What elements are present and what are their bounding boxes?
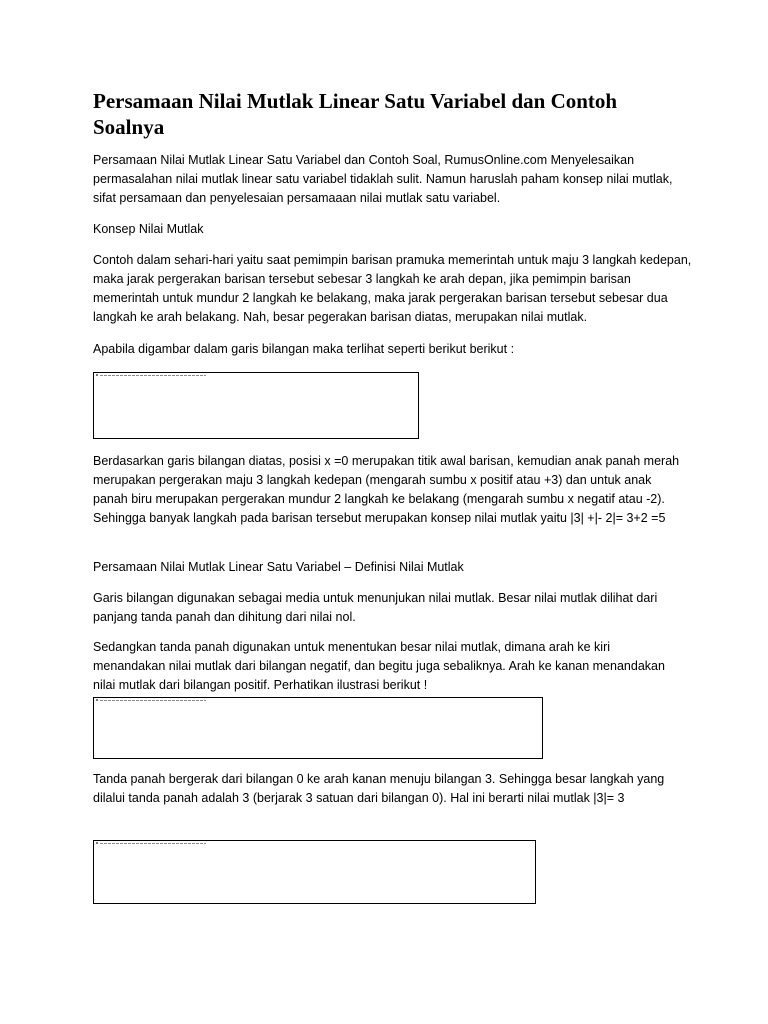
number-line-image-1 bbox=[93, 372, 419, 439]
section-heading-definisi: Persamaan Nilai Mutlak Linear Satu Variabel – Definisi Nilai Mutlak bbox=[93, 560, 464, 574]
broken-image-icon bbox=[96, 842, 98, 844]
tanda-panah-paragraph: Tanda panah bergerak dari bilangan 0 ke arah kanan menuju bilangan 3. Sehingga besar langkah yang dilalui tanda panah adalah 3 (berjarak 3 satuan dari bilangan 0). Hal ini berarti nilai mutlak |3|= 3 bbox=[93, 772, 665, 805]
page-title: Persamaan Nilai Mutlak Linear Satu Variabel dan Contoh Soalnya bbox=[93, 89, 618, 139]
intro-paragraph: Persamaan Nilai Mutlak Linear Satu Variabel dan Contoh Soal, RumusOnline.com Menyelesaikan permasalahan nilai mutlak linear satu variabel tidaklah sulit. Namun haruslah paham konsep nilai mutlak, sifat persamaan dan penyelesaian persamaaan nilai mutlak satu variabel. bbox=[93, 153, 673, 205]
sedangkan-paragraph: Sedangkan tanda panah digunakan untuk menentukan besar nilai mutlak, dimana arah ke kiri menandakan nilai mutlak dari bilangan negatif, dan begitu juga sebaliknya. Arah ke kanan menandakan nilai mutlak dari bilangan positif. Perhatikan ilustrasi berikut ! bbox=[93, 640, 665, 692]
contoh-paragraph: Contoh dalam sehari-hari yaitu saat pemimpin barisan pramuka memerintah untuk maju 3 langkah kedepan, maka jarak pergerakan barisan tersebut sebesar 3 langkah ke arah depan, jika pemimpin barisan memerintah untuk mundur 2 langkah ke belakang, maka jarak pergerakan barisan tersebut sebesar dua langkah ke arah belakang. Nah, besar pegerakan barisan diatas, merupakan nilai mutlak. bbox=[93, 253, 692, 324]
number-line-image-2 bbox=[93, 697, 543, 759]
section-heading-konsep: Konsep Nilai Mutlak bbox=[93, 222, 204, 236]
broken-image-caption bbox=[100, 700, 206, 701]
number-line-image-3 bbox=[93, 840, 536, 904]
broken-image-placeholder bbox=[96, 842, 206, 844]
broken-image-icon bbox=[96, 699, 98, 701]
berdasarkan-paragraph: Berdasarkan garis bilangan diatas, posisi x =0 merupakan titik awal barisan, kemudian anak panah merah merupakan pergerakan maju 3 langkah kedepan (mengarah sumbu x positif atau +3) dan untuk anak panah biru merupakan pergerakan mundur 2 langkah ke belakang (mengarah sumbu x negatif atau -2). Sehingga banyak langkah pada barisan tersebut merupakan konsep nilai mutlak yaitu |3| +|- 2|= 3+2 =5 bbox=[93, 454, 680, 525]
broken-image-placeholder bbox=[96, 374, 206, 376]
broken-image-placeholder bbox=[96, 699, 206, 701]
broken-image-caption bbox=[100, 843, 206, 844]
broken-image-caption bbox=[100, 375, 206, 376]
apabila-paragraph: Apabila digambar dalam garis bilangan maka terlihat seperti berikut berikut : bbox=[93, 342, 515, 356]
garis-paragraph: Garis bilangan digunakan sebagai media untuk menunjukan nilai mutlak. Besar nilai mutlak dilihat dari panjang tanda panah dan dihitung dari nilai nol. bbox=[93, 591, 658, 624]
broken-image-icon bbox=[96, 374, 98, 376]
